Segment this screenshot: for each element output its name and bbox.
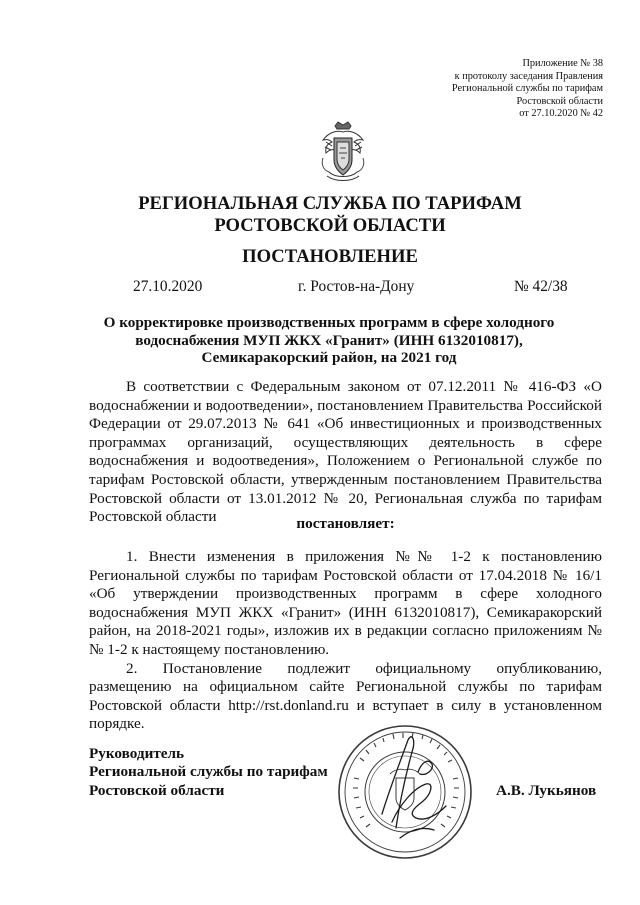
title-line: водоснабжения МУП ЖКХ «Гранит» (ИНН 6132010817), (135, 331, 523, 349)
signer-position (89, 745, 328, 800)
signer-position-line: Руководитель (89, 745, 185, 762)
resolution-item: 1. Внести изменения в приложения №№ 1-2 к постановлению Региональной службы по тарифам Ростовской области от 17.04.2018 № 16/1 «Об утверждении производственных программ в сфере холодного водоснабжения МУП ЖКХ «Гранит» (ИНН 6132010817), Семикаракорский район, на 2018-2021 годы», изложив их в редакции согласно приложениям №№ 1-2 к настоящему постановлению. (89, 548, 602, 658)
coat-of-arms-icon (317, 120, 369, 184)
organization-line: РЕГИОНАЛЬНАЯ СЛУЖБА ПО ТАРИФАМ (138, 193, 522, 214)
organization-name (60, 193, 600, 237)
document-date: 27.10.2020 (133, 278, 203, 295)
resolution-item: 2. Постановление подлежит официальному опубликованию, размещению на официальном сайте Региональной службы по тарифам Ростовской области http://rst.donland.ru и вступает в силу в установленном порядке. (89, 659, 602, 733)
preamble-block (89, 378, 602, 527)
document-type: ПОСТАНОВЛЕНИЕ (242, 246, 418, 267)
preamble-paragraph: В соответствии с Федеральным законом от 07.12.2011 № 416-ФЗ «О водоснабжении и водоотведении», постановлением Правительства Российской Федерации от 29.07.2013 № 641 «Об инвестиционных и производственных программах организаций, осуществляющих деятельность в сфере водоснабжения и водоотведения», Положением о Региональной службе по тарифам Ростовской области, утвержденным постановлением Правительства Ростовской области от 13.01.2012 № 20, Региональная служба по тарифам Ростовской области (89, 378, 602, 526)
title-line: О корректировке производственных программ в сфере холодного (103, 314, 555, 331)
official-seal-icon (330, 718, 480, 866)
signer-position-line: Ростовской области (89, 781, 225, 799)
appendix-line: от 27.10.2020 № 42 (519, 108, 603, 120)
appendix-line: Приложение № 38 (522, 58, 603, 69)
resolution-items (89, 548, 602, 734)
organization-line: РОСТОВСКОЙ ОБЛАСТИ (214, 215, 446, 236)
document-title (90, 314, 568, 367)
document-city: г. Ростов-на-Дону (298, 278, 415, 295)
signer-position-line: Региональной службы по тарифам (89, 763, 328, 781)
signer-name: А.В. Лукьянов (496, 782, 597, 799)
appendix-note (343, 58, 603, 121)
resolves-heading: постановляет: (296, 515, 395, 532)
title-line: Семикаракорский район, на 2021 год (201, 349, 457, 367)
appendix-line: Ростовской области (516, 95, 603, 107)
document-number: № 42/38 (514, 278, 568, 295)
appendix-line: к протоколу заседания Правления (454, 70, 603, 82)
appendix-line: Региональной службы по тарифам (451, 83, 603, 95)
